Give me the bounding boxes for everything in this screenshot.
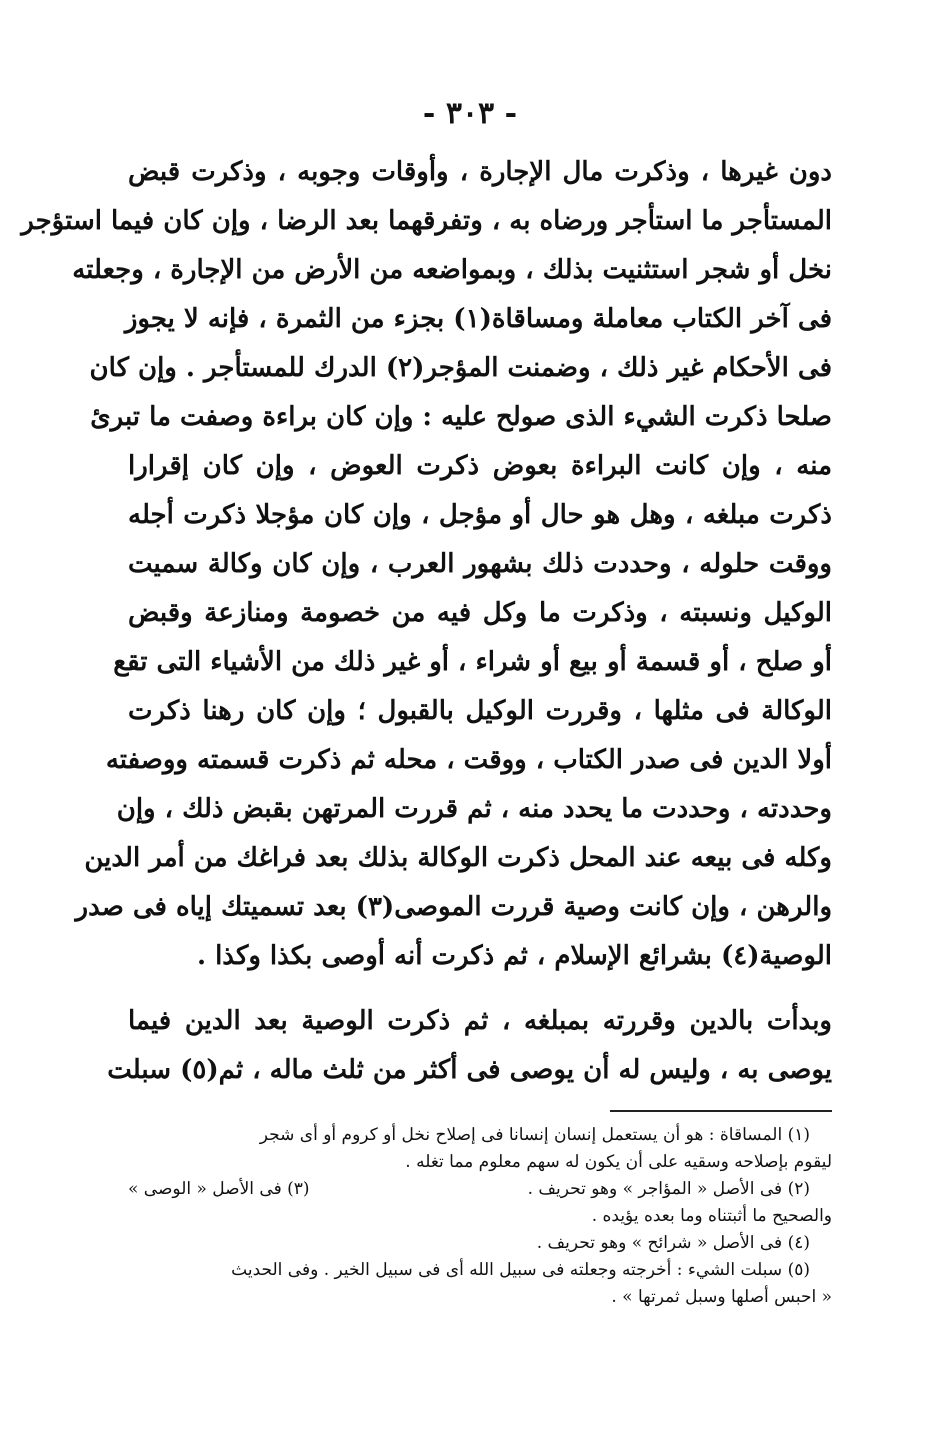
text-line: وحددته ، وحددت ما يحدد منه ، ثم قررت المرتهن بقبض ذلك ، وإن [116, 794, 832, 824]
footnote-5-continued: « احبس أصلها وسبل ثمرتها » . [611, 1287, 832, 1307]
footnote-divider [610, 1110, 832, 1112]
footnote-4: (٤) فى الأصل « شرائح » وهو تحريف . [536, 1233, 810, 1253]
paragraph-gap [128, 981, 832, 997]
footnote-2: (٢) فى الأصل « المؤاجر » وهو تحريف . [527, 1179, 810, 1199]
text-line: فى آخر الكتاب معاملة ومساقاة(١) بجزء من الثمرة ، فإنه لا يجوز [124, 304, 832, 334]
text-line: وكله فى بيعه عند المحل ذكرت الوكالة بذلك بعد فراغك من أمر الدين [84, 843, 832, 873]
page-number: - ٣٠٣ - [422, 96, 518, 131]
text-line: والرهن ، وإن كانت وصية قررت الموصى(٣) بعد تسميتك إياه فى صدر [75, 892, 832, 922]
footnote-5: (٥) سبلت الشيء : أخرجته وجعلته فى سبيل الله أى فى سبيل الخير . وفى الحديث [231, 1260, 810, 1280]
text-line: الوصية(٤) بشرائع الإسلام ، ثم ذكرت أنه أوصى بكذا وكذا . [196, 941, 832, 971]
text-line: الوكالة فى مثلها ، وقررت الوكيل بالقبول ؛ وإن كان رهنا ذكرت [128, 696, 832, 726]
footnote-1: (١) المساقاة : هو أن يستعمل إنسان إنسانا فى إصلاح نخل أو كروم أو أى شجر [259, 1125, 810, 1145]
text-line: أولا الدين فى صدر الكتاب ، ووقت ، محله ثم ذكرت قسمته ووصفته [105, 745, 832, 775]
text-line: الوكيل ونسبته ، وذكرت ما وكل فيه من خصومة ومنازعة وقبض [128, 598, 832, 628]
text-line: منه ، وإن كانت البراءة بعوض ذكرت العوض ، وإن كان إقرارا [128, 451, 832, 481]
text-line: يوصى به ، وليس له أن يوصى فى أكثر من ثلث ماله ، ثم(٥) سبلت [107, 1055, 832, 1085]
text-line: وبدأت بالدين وقررته بمبلغه ، ثم ذكرت الوصية بعد الدين فيما [128, 1006, 832, 1036]
footnotes [128, 1122, 832, 1311]
text-line: نخل أو شجر استثنيت بذلك ، وبمواضعه من الأرض من الإجارة ، وجعلته [72, 255, 832, 285]
text-line: دون غيرها ، وذكرت مال الإجارة ، وأوقات وجوبه ، وذكرت قبض [128, 157, 832, 187]
text-line: ووقت حلوله ، وحددت ذلك بشهور العرب ، وإن كان وكالة سميت [128, 549, 832, 579]
footnote-2-3-row [128, 1176, 832, 1203]
text-line: ذكرت مبلغه ، وهل هو حال أو مؤجل ، وإن كان مؤجلا ذكرت أجله [128, 500, 832, 530]
text-line: صلحا ذكرت الشيء الذى صولح عليه : وإن كان براءة وصفت ما تبرئ [90, 402, 832, 432]
text-line: فى الأحكام غير ذلك ، وضمنت المؤجر(٢) الدرك للمستأجر . وإن كان [89, 353, 832, 383]
footnote-3-continued: والصحيح ما أثبتناه وما بعده يؤيده . [591, 1206, 832, 1226]
footnote-1-continued: ليقوم بإصلاحه وسقيه على أن يكون له سهم معلوم مما تغله . [405, 1152, 832, 1172]
footnote-3: (٣) فى الأصل « الوصى » [128, 1179, 310, 1199]
text-line: أو صلح ، أو قسمة أو بيع أو شراء ، أو غير ذلك من الأشياء التى تقع [113, 647, 832, 677]
text-line: المستأجر ما استأجر ورضاه به ، وتفرقهما بعد الرضا ، وإن كان فيما استؤجر [21, 206, 832, 236]
main-text [21, 148, 832, 1095]
